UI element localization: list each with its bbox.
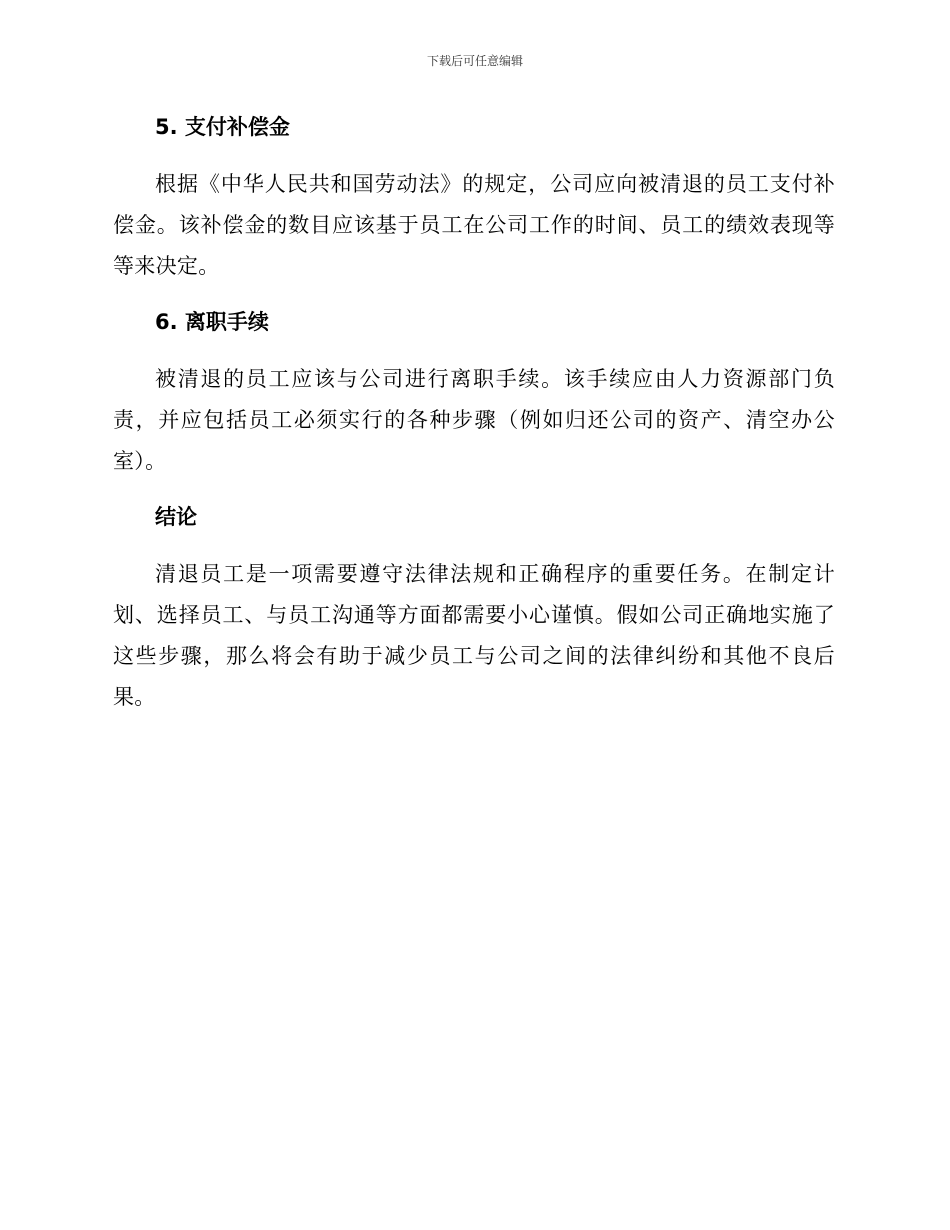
section-compensation [113, 108, 835, 287]
section-paragraph: 被清退的员工应该与公司进行离职手续。该手续应由人力资源部门负责，并应包括员工必须实行的各种步骤（例如归还公司的资产、清空办公室）。 [113, 367, 835, 473]
section-conclusion [113, 498, 835, 718]
section-heading: 5. 支付补偿金 [155, 115, 290, 139]
section-resignation-procedures [113, 303, 835, 482]
section-heading: 结论 [155, 505, 197, 529]
section-paragraph: 根据《中华人民共和国劳动法》的规定，公司应向被清退的员工支付补偿金。该补偿金的数目应该基于员工在公司工作的时间、员工的绩效表现等等来决定。 [113, 172, 835, 278]
section-paragraph: 清退员工是一项需要遵守法律法规和正确程序的重要任务。在制定计划、选择员工、与员工沟通等方面都需要小心谨慎。假如公司正确地实施了这些步骤，那么将会有助于减少员工与公司之间的法律纠纷和其他不良后果。 [113, 562, 835, 709]
document-body [113, 108, 835, 734]
page-header: 下载后可任意编辑 [426, 54, 523, 68]
section-heading: 6. 离职手续 [155, 310, 269, 334]
